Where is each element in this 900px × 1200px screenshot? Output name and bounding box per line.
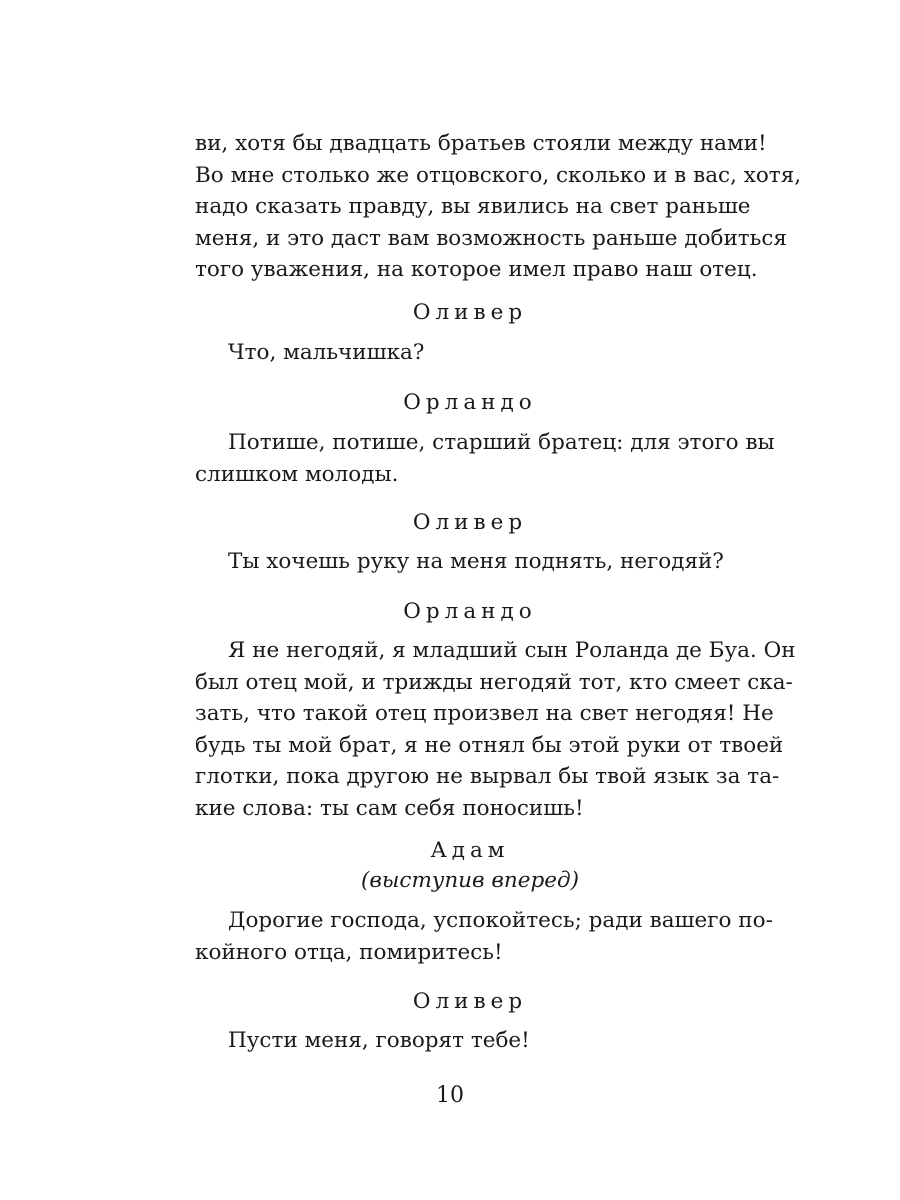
speech-block	[195, 635, 796, 824]
text-line: того уважения, на которое имел право наш отец.	[195, 257, 758, 282]
text-line: Что, мальчишка?	[228, 340, 425, 365]
page-number: 10	[436, 1083, 464, 1108]
text-line: ви, хотя бы двадцать братьев стояли между нами!	[195, 131, 767, 156]
text-line: койного отца, помиритесь!	[195, 939, 503, 965]
speaker-name: Орландо	[403, 390, 537, 415]
speech-block	[195, 546, 745, 578]
text-line: Я не негодяй, я младший сын Роланда де Буа. Он	[228, 638, 796, 663]
speech-block	[195, 1025, 745, 1057]
text-line: Во мне столько же отцовского, сколько и в вас, хотя,	[195, 162, 802, 188]
text-line: Пусти меня, говорят тебе!	[228, 1028, 530, 1053]
speech-block	[195, 905, 773, 968]
text-line: Дорогие господа, успокойтесь; ради вашего по-	[228, 908, 773, 933]
speaker-name: Оливер	[412, 510, 528, 535]
stage-direction: (выступив вперед)	[361, 868, 579, 893]
text-line: глотки, пока другою не вырвал бы твой язык за та-	[195, 764, 780, 789]
speaker-name: Адам	[430, 838, 510, 863]
text-line: кие слова: ты сам себя поносишь!	[195, 795, 584, 821]
text-line: меня, и это даст вам возможность раньше добиться	[195, 225, 787, 251]
text-line: слишком молоды.	[195, 461, 399, 487]
speech-block	[195, 427, 775, 490]
speaker-name: Оливер	[412, 300, 528, 325]
text-line: Ты хочешь руку на меня поднять, негодяй?	[228, 549, 724, 574]
speaker-name: Оливер	[412, 989, 528, 1014]
text-line: надо сказать правду, вы явились на свет раньше	[195, 194, 751, 219]
text-line: зать, что такой отец произвел на свет негодяя! Не	[195, 701, 774, 726]
text-line: Потише, потише, старший братец: для этого вы	[228, 430, 775, 455]
text-line: был отец мой, и трижды негодяй тот, кто смеет ска-	[195, 669, 793, 695]
text-line: будь ты мой брат, я не отнял бы этой руки от твоей	[195, 732, 784, 758]
speaker-name: Орландо	[403, 599, 537, 624]
speech-block	[195, 128, 802, 286]
speech-block	[195, 337, 745, 369]
